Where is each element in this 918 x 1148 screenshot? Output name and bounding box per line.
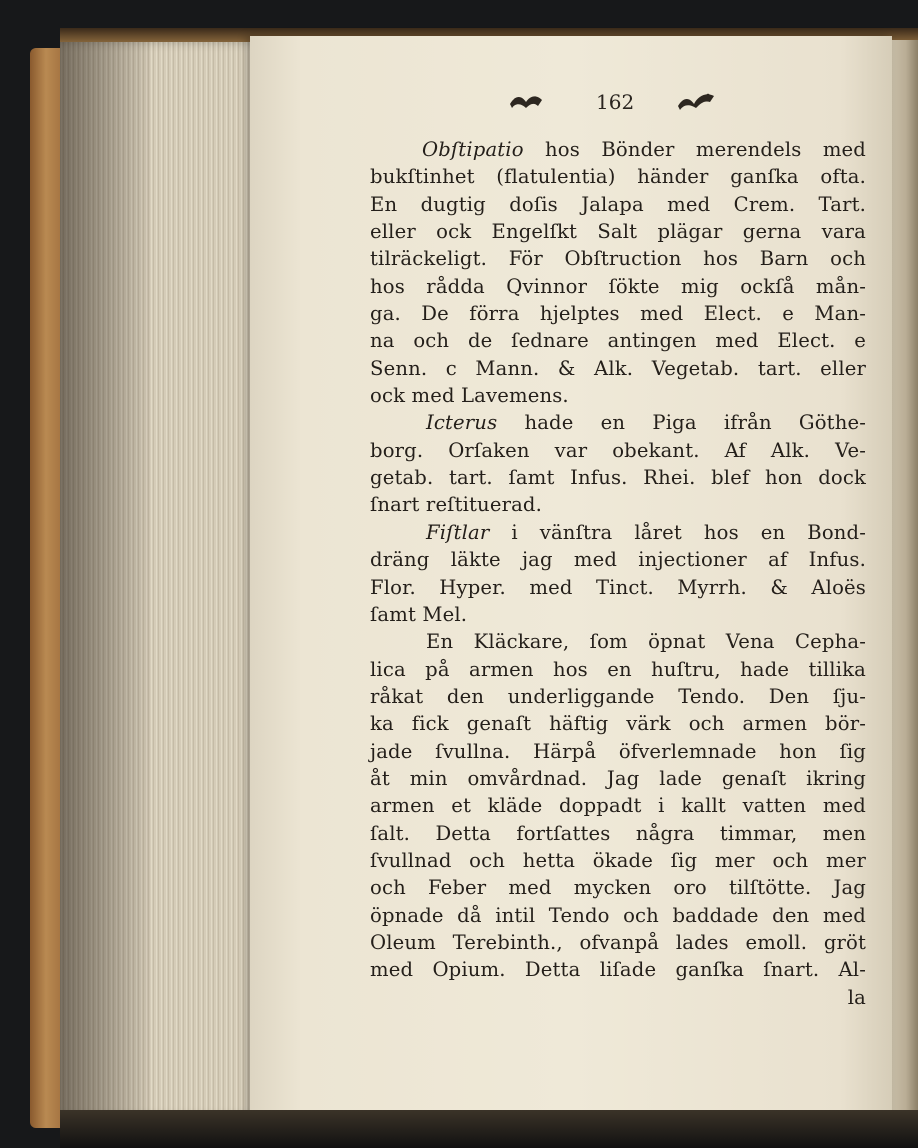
text-line: borg. Orſaken var obekant. Af Alk. Ve- <box>370 438 866 462</box>
text-line: Icterus hade en Piga ifrån Göthe- <box>426 411 866 435</box>
bottom-shadow <box>60 1110 918 1148</box>
text-line: na och de ſednare antingen med Elect. e <box>370 329 866 353</box>
text-line: Obſtipatio hos Bönder merendels med <box>422 138 866 161</box>
text-line: lica på armen hos en huſtru, hade tillika <box>370 657 866 681</box>
text-line: Oleum Terebinth., ofvanpå lades emoll. gröt <box>370 930 866 954</box>
text-line: ka fick genaſt häftig värk och armen bör- <box>370 712 866 736</box>
leaf-ornament-right-icon <box>676 90 716 112</box>
text-line: dräng läkte jag med injectioner af Infus. <box>370 548 866 572</box>
page-stack-shadow <box>60 42 150 1117</box>
text-line: En Kläckare, ſom öpnat Vena Cepha- <box>426 630 866 654</box>
latin-term: Fiſtlar <box>426 520 490 544</box>
text-line: bukſtinhet (flatulentia) händer ganſka ofta. <box>370 165 866 189</box>
page-body-text <box>370 136 866 1011</box>
latin-term: Obſtipatio <box>422 138 524 161</box>
text-line: armen et kläde doppadt i kallt vatten med <box>370 794 866 818</box>
text-line: getab. tart. ſamt Infus. Rhei. blef hon dock <box>370 466 866 490</box>
text-line: ſnart reſtituerad. <box>370 493 542 517</box>
text-line: Fiſtlar i vänſtra låret hos en Bond- <box>426 520 866 544</box>
next-page-edge <box>888 40 918 1115</box>
text-line: Flor. Hyper. med Tinct. Myrrh. & Aloës <box>370 575 866 599</box>
text-line: ſamt Mel. <box>370 602 468 626</box>
text-line: jade ſvullna. Härpå öfverlemnade hon ſig <box>370 739 866 763</box>
text-line: ga. De förra hjelptes med Elect. e Man- <box>370 302 866 326</box>
page-number: 162 <box>596 90 635 114</box>
text-line: En dugtig doſis Jalapa med Crem. Tart. <box>370 192 866 216</box>
text-line: Senn. c Mann. & Alk. Vegetab. tart. eller <box>370 356 866 380</box>
text-line: ſvullnad och hetta ökade ſig mer och mer <box>370 848 866 872</box>
text-line: åt min omvårdnad. Jag lade genaſt ikring <box>370 766 866 790</box>
text-line: ſalt. Detta fortſattes några timmar, men <box>370 821 866 845</box>
leaf-ornament-left-icon <box>508 92 544 112</box>
text-line: hos rådda Qvinnor ſökte mig ockſå mån- <box>370 274 866 298</box>
text-line: råkat den underliggande Tendo. Den ſju- <box>370 684 866 708</box>
text-line: och Feber med mycken oro tilſtötte. Jag <box>370 876 866 900</box>
text-line: eller ock Engelſkt Salt plägar gerna vara <box>370 220 866 244</box>
latin-term: Icterus <box>426 411 498 435</box>
text-line: ock med Lavemens. <box>370 384 569 408</box>
text-line: tilräckeligt. För Obſtruction hos Barn och <box>370 247 866 271</box>
text-line: öpnade då intil Tendo och baddade den med <box>370 903 866 927</box>
catchword: la <box>847 985 866 1009</box>
text-line: med Opium. Detta liſade ganſka ſnart. Al- <box>370 958 866 982</box>
